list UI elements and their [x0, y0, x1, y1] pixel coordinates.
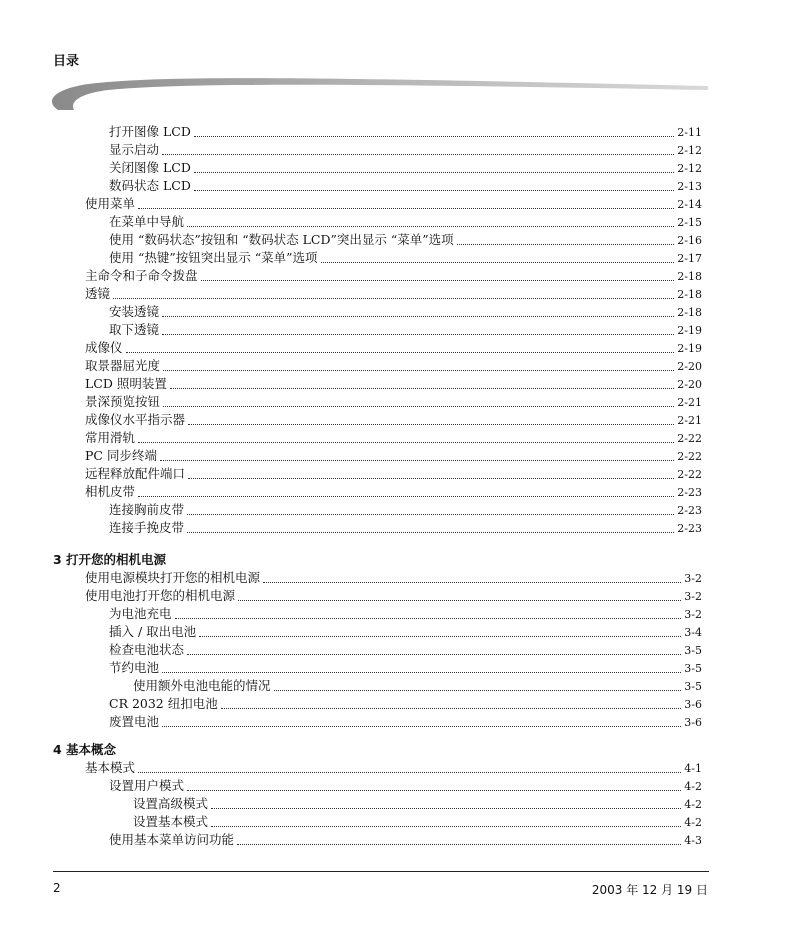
toc-entry[interactable]: 节约电池 3-5 [109, 660, 702, 675]
toc-entry[interactable]: 设置高级模式 4-2 [133, 796, 702, 811]
footer-date: 2003 年 12 月 19 日 [591, 883, 708, 897]
toc-entry[interactable]: 检查电池状态 3-5 [109, 642, 702, 657]
toc-entry[interactable]: 使用 “热键”按钮突出显示 “菜单”选项 2-17 [109, 250, 702, 265]
toc-entry[interactable]: 使用 “数码状态”按钮和 “数码状态 LCD”突出显示 “菜单”选项 2-16 [109, 232, 702, 247]
toc-entry[interactable]: 连接手挽皮带 2-23 [109, 520, 702, 535]
toc-entry[interactable]: 使用额外电池电能的情况 3-5 [133, 678, 702, 693]
toc-entry[interactable]: 设置用户模式 4-2 [109, 778, 702, 793]
toc-entry[interactable]: 常用滑轨 2-22 [85, 430, 702, 445]
toc-entry[interactable]: 取下透镜 2-19 [109, 322, 702, 337]
toc-entry[interactable]: 取景器屈光度 2-20 [85, 358, 702, 373]
toc-entry[interactable]: 远程释放配件端口 2-22 [85, 466, 702, 481]
toc-entry[interactable]: 使用电池打开您的相机电源 3-2 [85, 588, 702, 603]
toc-entry[interactable]: 为电池充电 3-2 [109, 606, 702, 621]
page-header-title: 目录 [53, 54, 80, 69]
toc-entry[interactable]: 成像仪水平指示器 2-21 [85, 412, 702, 427]
toc-entry[interactable]: LCD 照明装置 2-20 [85, 376, 702, 391]
toc-entry[interactable]: 相机皮带 2-23 [85, 484, 702, 499]
toc-entry[interactable]: 基本模式 4-1 [85, 760, 702, 775]
toc-entry[interactable]: 使用基本菜单访问功能 4-3 [109, 832, 702, 847]
toc-entry[interactable]: 废置电池 3-6 [109, 714, 702, 729]
toc-entry[interactable]: 打开图像 LCD 2-11 [109, 124, 702, 139]
toc-entry[interactable]: 使用电源模块打开您的相机电源 3-2 [85, 570, 702, 585]
toc-entry[interactable]: PC 同步终端 2-22 [85, 448, 702, 463]
toc-entry[interactable]: 插入 / 取出电池 3-4 [109, 624, 702, 639]
toc-entry[interactable]: 设置基本模式 4-2 [133, 814, 702, 829]
footer-page-number: 2 [53, 881, 61, 895]
chapter-heading[interactable]: 3 打开您的相机电源 [53, 552, 167, 567]
toc-entry[interactable]: CR 2032 纽扣电池 3-6 [109, 696, 702, 711]
toc-entry[interactable]: 主命令和子命令拨盘 2-18 [85, 268, 702, 283]
chapter-heading[interactable]: 4 基本概念 [53, 742, 117, 757]
toc-entry[interactable]: 安装透镜 2-18 [109, 304, 702, 319]
toc-entry[interactable]: 景深预览按钮 2-21 [85, 394, 702, 409]
toc-entry[interactable]: 在菜单中导航 2-15 [109, 214, 702, 229]
toc-entry[interactable]: 透镜 2-18 [85, 286, 702, 301]
toc-entry[interactable]: 数码状态 LCD 2-13 [109, 178, 702, 193]
footer-divider [53, 871, 709, 872]
toc-entry[interactable]: 连接胸前皮带 2-23 [109, 502, 702, 517]
toc-entry[interactable]: 关闭图像 LCD 2-12 [109, 160, 702, 175]
toc-entry[interactable]: 成像仪 2-19 [85, 340, 702, 355]
toc-entry[interactable]: 使用菜单 2-14 [85, 196, 702, 211]
header-swoosh-decoration [48, 72, 713, 112]
toc-entry[interactable]: 显示启动 2-12 [109, 142, 702, 157]
